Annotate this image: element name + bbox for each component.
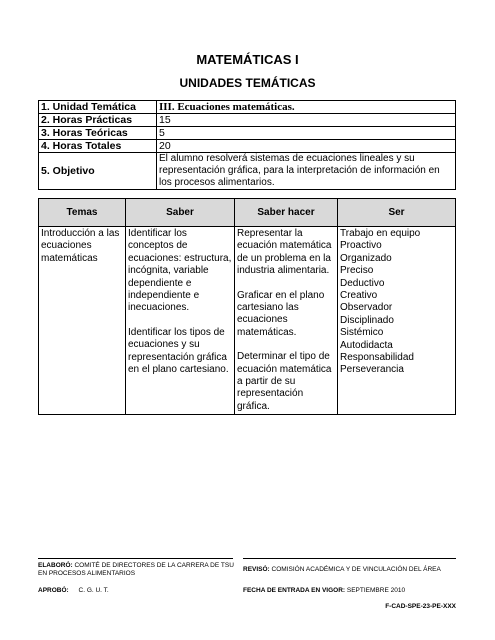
cell-saber-hacer [235,227,338,415]
info-value: III. Ecuaciones matemáticas. [157,101,456,114]
document-title: MATEMÁTICAS I [196,52,299,67]
elaboro-label: ELABORÓ: [38,562,73,569]
info-value: 15 [157,114,456,127]
info-value: 20 [157,140,456,153]
fecha-label: FECHA DE ENTRADA EN VIGOR: [243,587,346,594]
ser-item: Autodidacta [340,339,393,351]
info-value: El alumno resolverá sistemas de ecuaciones lineales y su representación gráfica, para la interpretación de información en los procesos alimentarios. [157,153,456,190]
ser-item: Responsabilidad [340,352,414,364]
reviso-value: COMISIÓN ACADÉMICA Y DE VINCULACIÓN DEL ÁREA [271,566,441,573]
footer-reviso [243,566,458,574]
competencies-table [38,198,456,415]
ser-item: Deductivo [340,277,385,289]
table-header-row [39,199,456,227]
info-label: 5. Objetivo [39,153,157,190]
info-row [39,140,456,153]
footer-aprobo [38,587,238,595]
ser-item: Observador [340,302,393,314]
temas-text: Introducción a las ecuaciones matemáticas [41,228,120,264]
elaboro-value: COMITÉ DE DIRECTORES DE LA CARRERA DE TSU EN PROCESOS ALIMENTARIOS [38,562,234,577]
info-row [39,114,456,127]
ser-item: Organizado [340,252,392,264]
info-label: 1. Unidad Temática [39,101,157,114]
ser-item: Trabajo en equipo [340,228,421,239]
header-saber-hacer: Saber hacer [235,199,338,227]
table-row [39,227,456,415]
header-ser: Ser [338,199,456,227]
cell-saber [126,227,235,415]
saber-hacer-paragraph: Representar la ecuación matemática de un problema en la industria alimentaria. [237,228,332,277]
saber-hacer-paragraph: Determinar el tipo de ecuación matemática a partir de su representación gráfica. [237,351,332,412]
info-row [39,101,456,114]
header-saber: Saber [126,199,235,227]
ser-item: Perseverancia [340,364,404,376]
footer-fecha [243,587,458,595]
document-subtitle: UNIDADES TEMÁTICAS [179,76,316,90]
ser-item: Creativo [340,290,378,302]
info-label: 3. Horas Teóricas [39,127,157,140]
ser-item: Preciso [340,265,374,277]
form-code: F-CAD-SPE-23-PE-XXX [385,603,456,610]
saber-paragraph: Identificar los conceptos de ecuaciones: estructura, incógnita, variable dependiente e independiente e inecuaciones. [128,228,232,314]
info-value: 5 [157,127,456,140]
ser-item: Sistémico [340,327,384,339]
cell-temas [39,227,126,415]
info-label: 2. Horas Prácticas [39,114,157,127]
footer-rule-left [38,558,233,559]
aprobo-label: APROBÓ: [38,587,69,594]
reviso-label: REVISÓ: [243,566,270,573]
header-temas: Temas [39,199,126,227]
unit-info-table [38,100,456,190]
ser-item: Proactivo [340,240,382,252]
info-label: 4. Horas Totales [39,140,157,153]
info-row [39,153,456,190]
info-row [39,127,456,140]
footer-elaboro [38,562,238,578]
footer-rule-right [243,558,456,559]
aprobo-value: C. G. U. T. [78,587,109,594]
cell-ser [338,227,456,415]
ser-item: Disciplinado [340,314,394,326]
saber-paragraph: Identificar los tipos de ecuaciones y su representación gráfica en el plano cartesiano. [128,326,229,376]
fecha-value: SEPTIEMBRE 2010 [346,587,406,594]
saber-hacer-paragraph: Graficar en el plano cartesiano las ecuaciones matemáticas. [237,289,325,338]
